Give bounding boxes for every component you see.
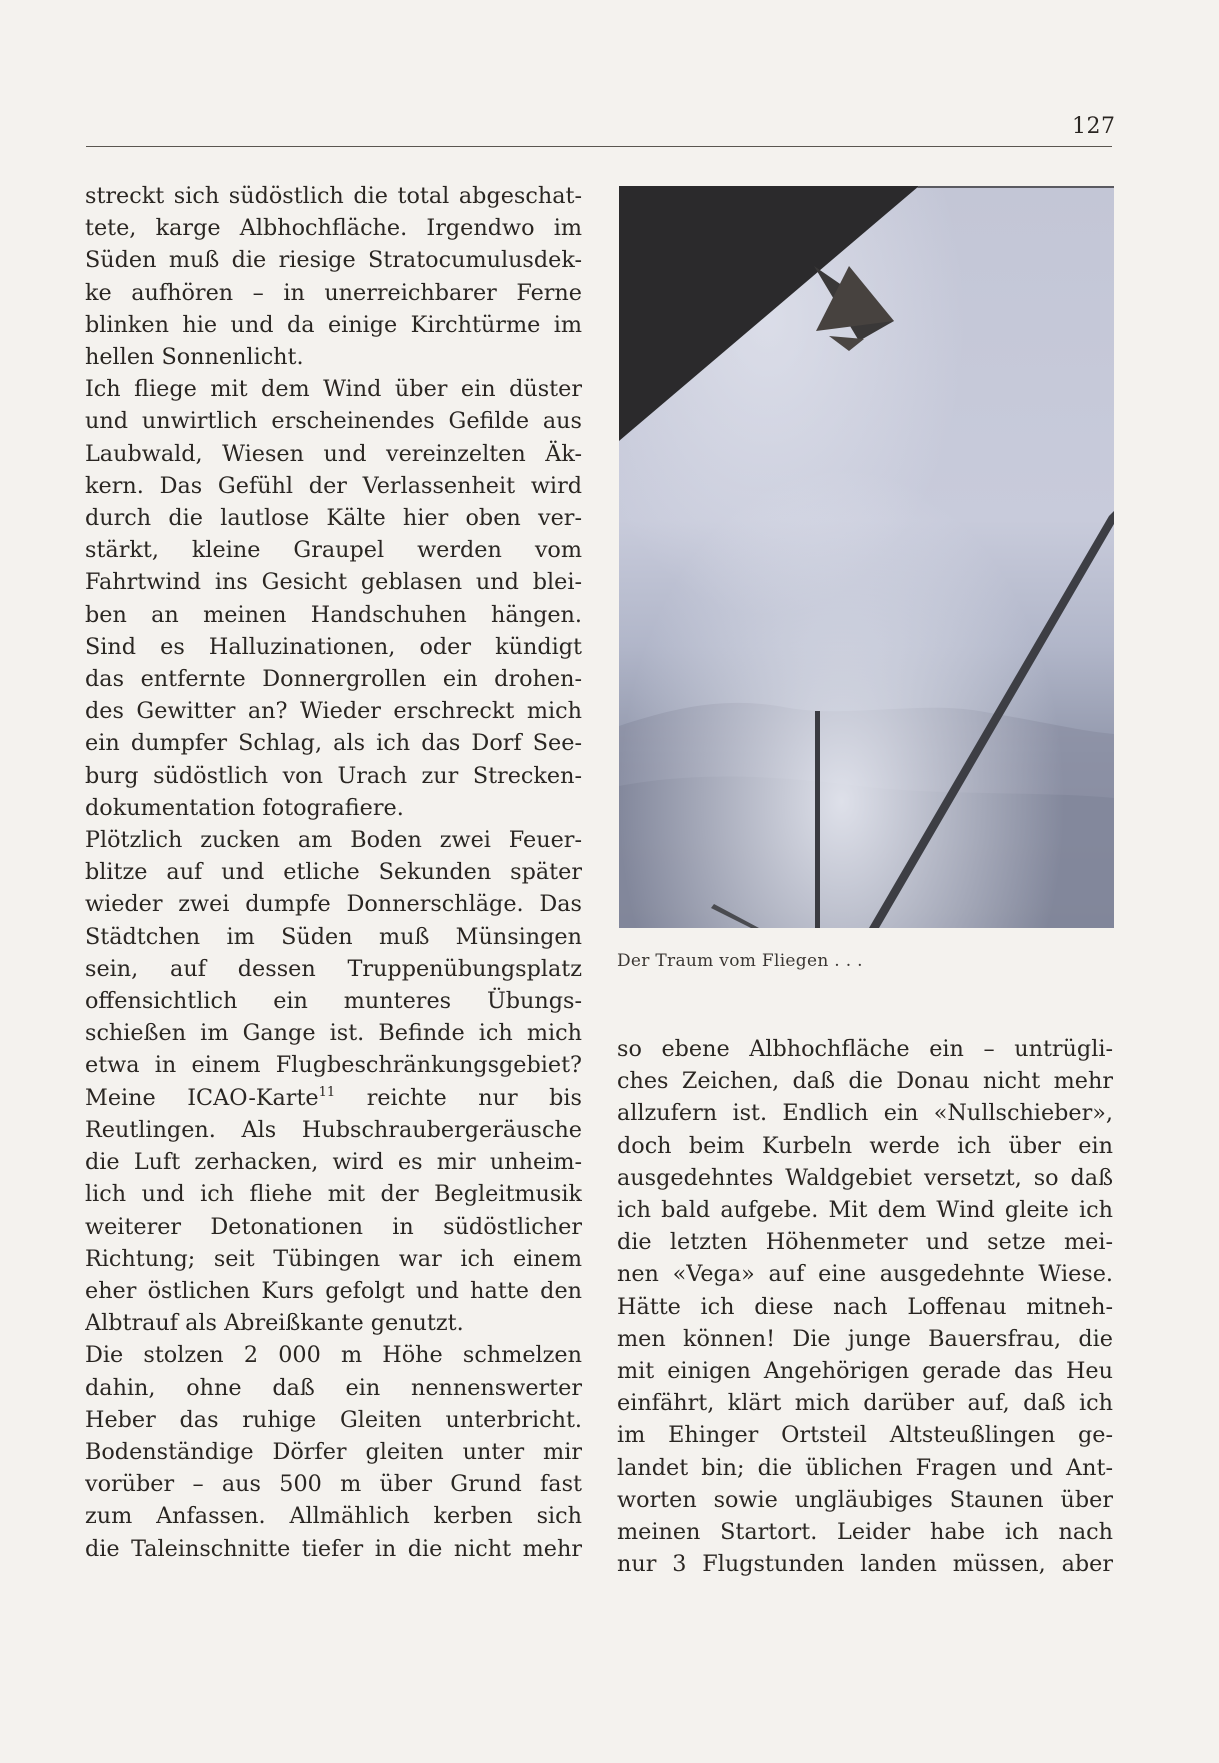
icao-text: Meine ICAO-Karte	[85, 1084, 319, 1111]
text-line: dahin, ohne daß ein nennenswerter	[85, 1374, 582, 1401]
text-line: weiterer Detonationen in südöstlicher	[85, 1213, 582, 1240]
text-line: offensichtlich ein munteres Übungs-	[85, 988, 582, 1015]
photo-illustration	[619, 186, 1114, 928]
text-line: ein dumpfer Schlag, als ich das Dorf See-	[85, 730, 582, 757]
text-line: doch beim Kurbeln werde ich über ein	[617, 1132, 1113, 1159]
text-line: Heber das ruhige Gleiten unterbricht.	[85, 1406, 582, 1433]
text-line-footnote	[85, 1082, 582, 1114]
text-line: Süden muß die riesige Stratocumulusdek-	[85, 247, 582, 274]
text-line: im Ehinger Ortsteil Altsteußlingen ge-	[617, 1422, 1113, 1449]
text-line: Albtrauf als Abreißkante genutzt.	[85, 1310, 464, 1337]
text-line: tete, karge Albhochfläche. Irgendwo im	[85, 215, 582, 242]
text-line: kern. Das Gefühl der Verlassenheit wird	[85, 472, 582, 499]
text-line: worten sowie ungläubiges Staunen über	[617, 1486, 1113, 1513]
text-line: Sind es Halluzinationen, oder kündigt	[85, 633, 582, 660]
text-line: Fahrtwind ins Gesicht geblasen und blei-	[85, 569, 582, 596]
text-line: men können! Die junge Bauersfrau, die	[617, 1325, 1113, 1352]
text-line: Richtung; seit Tübingen war ich einem	[85, 1245, 582, 1272]
text-line: zum Anfassen. Allmählich kerben sich	[85, 1503, 582, 1530]
text-line: mit einigen Angehörigen gerade das Heu	[617, 1358, 1113, 1385]
text-line: Die stolzen 2 000 m Höhe schmelzen	[85, 1342, 582, 1369]
right-text-column	[617, 1033, 1113, 1580]
text-line: ich bald aufgebe. Mit dem Wind gleite ich	[617, 1197, 1113, 1224]
text-line: ches Zeichen, daß die Donau nicht mehr	[617, 1068, 1113, 1095]
text-line: das entfernte Donnergrollen ein drohen-	[85, 666, 582, 693]
left-text-column	[85, 180, 582, 1565]
text-line: allzufern ist. Endlich ein «Nullschieber»,	[617, 1100, 1113, 1127]
text-line: hellen Sonnenlicht.	[85, 344, 304, 371]
text-line: stärkt, kleine Graupel werden vom	[85, 537, 582, 564]
text-line: etwa in einem Flugbeschränkungsgebiet?	[85, 1052, 582, 1079]
text-line: Laubwald, Wiesen und vereinzelten Äk-	[85, 440, 582, 467]
text-line: ke aufhören – in unerreichbarer Ferne	[85, 279, 582, 306]
text-line: Städtchen im Süden muß Münsingen	[85, 923, 582, 950]
text-line: die Taleinschnitte tiefer in die nicht mehr	[85, 1535, 582, 1562]
text-line: landet bin; die üblichen Fragen und Ant-	[617, 1454, 1113, 1481]
photo-caption: Der Traum vom Fliegen . . .	[617, 951, 863, 971]
text-line: Bodenständige Dörfer gleiten unter mir	[85, 1438, 582, 1465]
text-line: blinken hie und da einige Kirchtürme im	[85, 311, 582, 338]
text-line: ausgedehntes Waldgebiet versetzt, so daß	[617, 1164, 1113, 1191]
text-line: wieder zwei dumpfe Donnerschläge. Das	[85, 891, 582, 918]
text-line: streckt sich südöstlich die total abgeschat-	[85, 183, 582, 209]
text-line: Reutlingen. Als Hubschraubergeräusche	[85, 1116, 582, 1143]
text-line: nur 3 Flugstunden landen müssen, aber	[617, 1551, 1113, 1578]
text-line: burg südöstlich von Urach zur Strecken-	[85, 762, 582, 789]
text-line: einfährt, klärt mich darüber auf, daß ich	[617, 1390, 1113, 1417]
icao-text-tail: reichte nur bis	[335, 1084, 582, 1111]
text-line: ben an meinen Handschuhen hängen.	[85, 601, 582, 628]
text-line: Plötzlich zucken am Boden zwei Feuer-	[85, 827, 582, 854]
header-rule	[86, 146, 1112, 147]
text-line: die letzten Höhenmeter und setze mei-	[617, 1229, 1113, 1256]
text-line: lich und ich fliehe mit der Begleitmusik	[85, 1181, 582, 1208]
page-number: 127	[1072, 114, 1116, 139]
text-line: durch die lautlose Kälte hier oben ver-	[85, 505, 582, 532]
text-line: des Gewitter an? Wieder erschreckt mich	[85, 698, 582, 725]
text-line: Ich fliege mit dem Wind über ein düster	[85, 376, 582, 403]
footnote-marker: 11	[318, 1084, 336, 1100]
text-line: die Luft zerhacken, wird es mir unheim-	[85, 1149, 582, 1176]
hang-glider-photo	[619, 186, 1114, 928]
text-line: und unwirtlich erscheinendes Gefilde aus	[85, 408, 582, 435]
text-line: schießen im Gange ist. Befinde ich mich	[85, 1020, 582, 1047]
text-line: eher östlichen Kurs gefolgt und hatte den	[85, 1277, 582, 1304]
text-line: meinen Startort. Leider habe ich nach	[617, 1519, 1113, 1546]
text-line: blitze auf und etliche Sekunden später	[85, 859, 582, 886]
text-line: Hätte ich diese nach Loffenau mitneh-	[617, 1293, 1113, 1320]
text-line: vorüber – aus 500 m über Grund fast	[85, 1471, 582, 1498]
text-line: dokumentation fotografiere.	[85, 794, 404, 821]
text-line: so ebene Albhochfläche ein – untrügli-	[617, 1036, 1113, 1062]
text-line: nen «Vega» auf eine ausgedehnte Wiese.	[617, 1261, 1113, 1288]
text-line: sein, auf dessen Truppenübungsplatz	[85, 955, 582, 982]
